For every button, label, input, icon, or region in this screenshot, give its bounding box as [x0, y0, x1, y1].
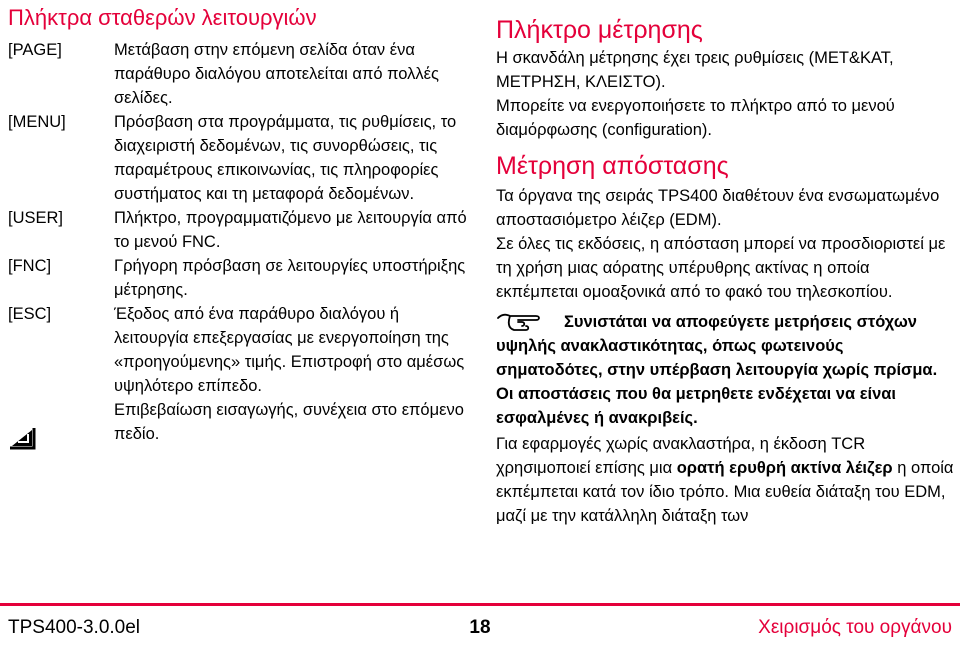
- key-label: [PAGE]: [8, 41, 62, 59]
- footer-manual-id: TPS400-3.0.0el: [8, 617, 141, 638]
- key-description: Μετάβαση στην επόμενη σελίδα όταν ένα παράθυρο διαλόγου αποτελείται από πολλές σελίδες.: [114, 41, 439, 107]
- measure-key-paragraph-2: Μπορείτε να ενεργοποιήσετε το πλήκτρο από το μενού διαμόρφωσης (configuration).: [496, 97, 895, 139]
- key-row-enter: [8, 398, 470, 446]
- pointing-hand-icon: [496, 310, 552, 334]
- key-description: Γρήγορη πρόσβαση σε λειτουργίες υποστήριξης μέτρησης.: [114, 257, 466, 299]
- enter-key-icon: [8, 426, 38, 452]
- left-column: [8, 0, 470, 446]
- right-column: [496, 0, 954, 528]
- visible-red-laser-text: ορατή ερυθρή ακτίνα λέιζερ: [676, 459, 893, 477]
- measure-key-paragraph-1: Η σκανδάλη μέτρησης έχει τρεις ρυθμίσεις (ΜΕΤ&ΚΑΤ, ΜΕΤΡΗΣΗ, ΚΛΕΙΣΤΟ).: [496, 49, 894, 91]
- key-row-fnc: [8, 254, 470, 302]
- distance-paragraph-3: [496, 432, 954, 528]
- note-text: Συνιστάται να αποφεύγετε μετρήσεις στόχων υψηλής ανακλαστικότητας, όπως φωτεινούς σηματοδότες, στην υπέρβαση λειτουργία χωρίς πρίσμα. Οι αποστάσεις που θα μετρηθετε ενδέχεται να είναι εσφαλμένες ή ανακριβείς.: [496, 313, 938, 427]
- warning-note: [496, 310, 954, 430]
- measure-key-title: Πλήκτρο μέτρησης: [496, 16, 703, 44]
- paragraph-text: η οποία εκπέμπεται κατά τον ίδιο τρόπο. Μια ευθεία διάταξη του EDM, μαζί με την κατάλληλη διάταξη των: [496, 459, 954, 525]
- fixed-keys-title: Πλήκτρα σταθερών λειτουργιών: [8, 5, 317, 30]
- distance-measurement-title: Μέτρηση απόστασης: [496, 152, 729, 180]
- key-description: Έξοδος από ένα παράθυρο διαλόγου ή λειτουργία επεξεργασίας με ενεργοποίηση της «προηγούμενης» τιμής. Επιστροφή στο αμέσως υψηλότερο επίπεδο.: [114, 305, 465, 395]
- key-label: [FNC]: [8, 257, 52, 275]
- key-label: [ESC]: [8, 305, 52, 323]
- page-number: 18: [469, 617, 491, 638]
- footer-divider: [0, 603, 960, 606]
- key-description: Πλήκτρο, προγραμματιζόμενο με λειτουργία από το μενού FNC.: [114, 209, 467, 251]
- footer-section-title: Χειρισμός του οργάνου: [758, 617, 952, 638]
- key-description: Επιβεβαίωση εισαγωγής, συνέχεια στο επόμενο πεδίο.: [114, 401, 464, 443]
- key-list: [8, 38, 470, 446]
- distance-paragraph-2: Σε όλες τις εκδόσεις, η απόσταση μπορεί να προσδιοριστεί με τη χρήση μιας αόρατης υπέρυθρης ακτίνας η οποία εκπέμπεται ομοαξονικά από το φακό του τηλεσκοπίου.: [496, 235, 946, 301]
- key-label: [MENU]: [8, 113, 66, 131]
- distance-paragraph-1: Τα όργανα της σειράς TPS400 διαθέτουν ένα ενσωματωμένο αποστασιόμετρο λέιζερ (EDM).: [496, 187, 940, 229]
- key-row-menu: [8, 110, 470, 206]
- key-description: Πρόσβαση στα προγράμματα, τις ρυθμίσεις, το διαχειριστή δεδομένων, τις συνορθώσεις, τις παραμέτρους επικοινωνίας, τις πληροφορίες συστήματος και τη μεταφορά δεδομένων.: [114, 113, 457, 203]
- key-row-esc: [8, 302, 470, 398]
- paragraph-text: Για εφαρμογές χωρίς ανακλαστήρα, η έκδοση TCR χρησιμοποιεί επίσης μια: [496, 435, 866, 477]
- key-row-user: [8, 206, 470, 254]
- key-row-page: [8, 38, 470, 110]
- key-label: [USER]: [8, 209, 64, 227]
